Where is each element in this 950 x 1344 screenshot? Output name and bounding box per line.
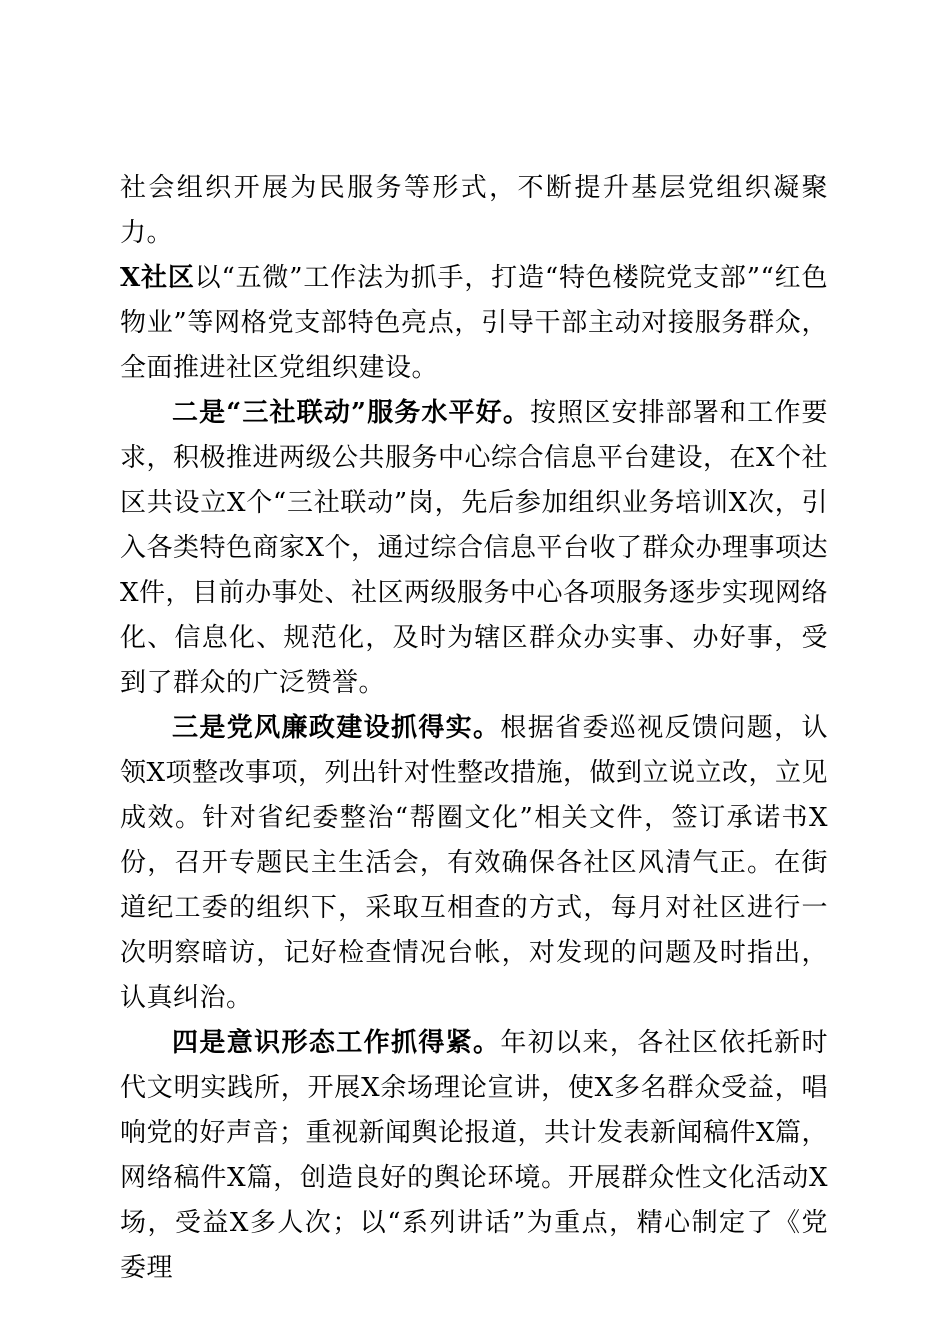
paragraph-community: [120, 256, 828, 391]
paragraph-point-three: [120, 706, 828, 1021]
paragraph-continuation: [120, 166, 828, 256]
paragraph-lead: 三是党风廉政建设抓得实。: [172, 713, 501, 743]
paragraph-text: 社会组织开展为民服务等形式，不断提升基层党组织凝聚力。: [120, 173, 828, 248]
paragraph-text: 年初以来，各社区依托新时代文明实践所，开展X余场理论宣讲，使X多名群众受益，唱响党的好声音；重视新闻舆论报道，共计发表新闻稿件X篇，网络稿件X篇，创造良好的舆论环境。开展群众性文化活动X场，受益X多人次；以“系列讲话”为重点，精心制定了《党委理: [120, 1028, 829, 1283]
paragraph-point-four: [120, 1021, 828, 1291]
document-body: [120, 166, 828, 1291]
paragraph-text: 以“五微”工作法为抓手，打造“特色楼院党支部”“红色物业”等网格党支部特色亮点，引导干部主动对接服务群众，全面推进社区党组织建设。: [120, 263, 828, 383]
paragraph-lead: X社区: [120, 263, 195, 293]
paragraph-text: 根据省委巡视反馈问题，认领X项整改事项，列出针对性整改措施，做到立说立改，立见成效。针对省纪委整治“帮圈文化”相关文件，签订承诺书X份，召开专题民主生活会，有效确保各社区风清气正。在街道纪工委的组织下，采取互相查的方式，每月对社区进行一次明察暗访，记好检查情况台帐，对发现的问题及时指出，认真纠治。: [120, 713, 829, 1013]
paragraph-lead: 四是意识形态工作抓得紧。: [172, 1028, 501, 1058]
paragraph-text: 按照区安排部署和工作要求，积极推进两级公共服务中心综合信息平台建设，在X个社区共设立X个“三社联动”岗，先后参加组织业务培训X次，引入各类特色商家X个，通过综合信息平台收了群众办理事项达X件，目前办事处、社区两级服务中心各项服务逐步实现网络化、信息化、规范化，及时为辖区群众办实事、办好事，受到了群众的广泛赞誉。: [120, 398, 829, 698]
paragraph-lead: 二是“三社联动”服务水平好。: [172, 398, 530, 428]
paragraph-point-two: [120, 391, 828, 706]
